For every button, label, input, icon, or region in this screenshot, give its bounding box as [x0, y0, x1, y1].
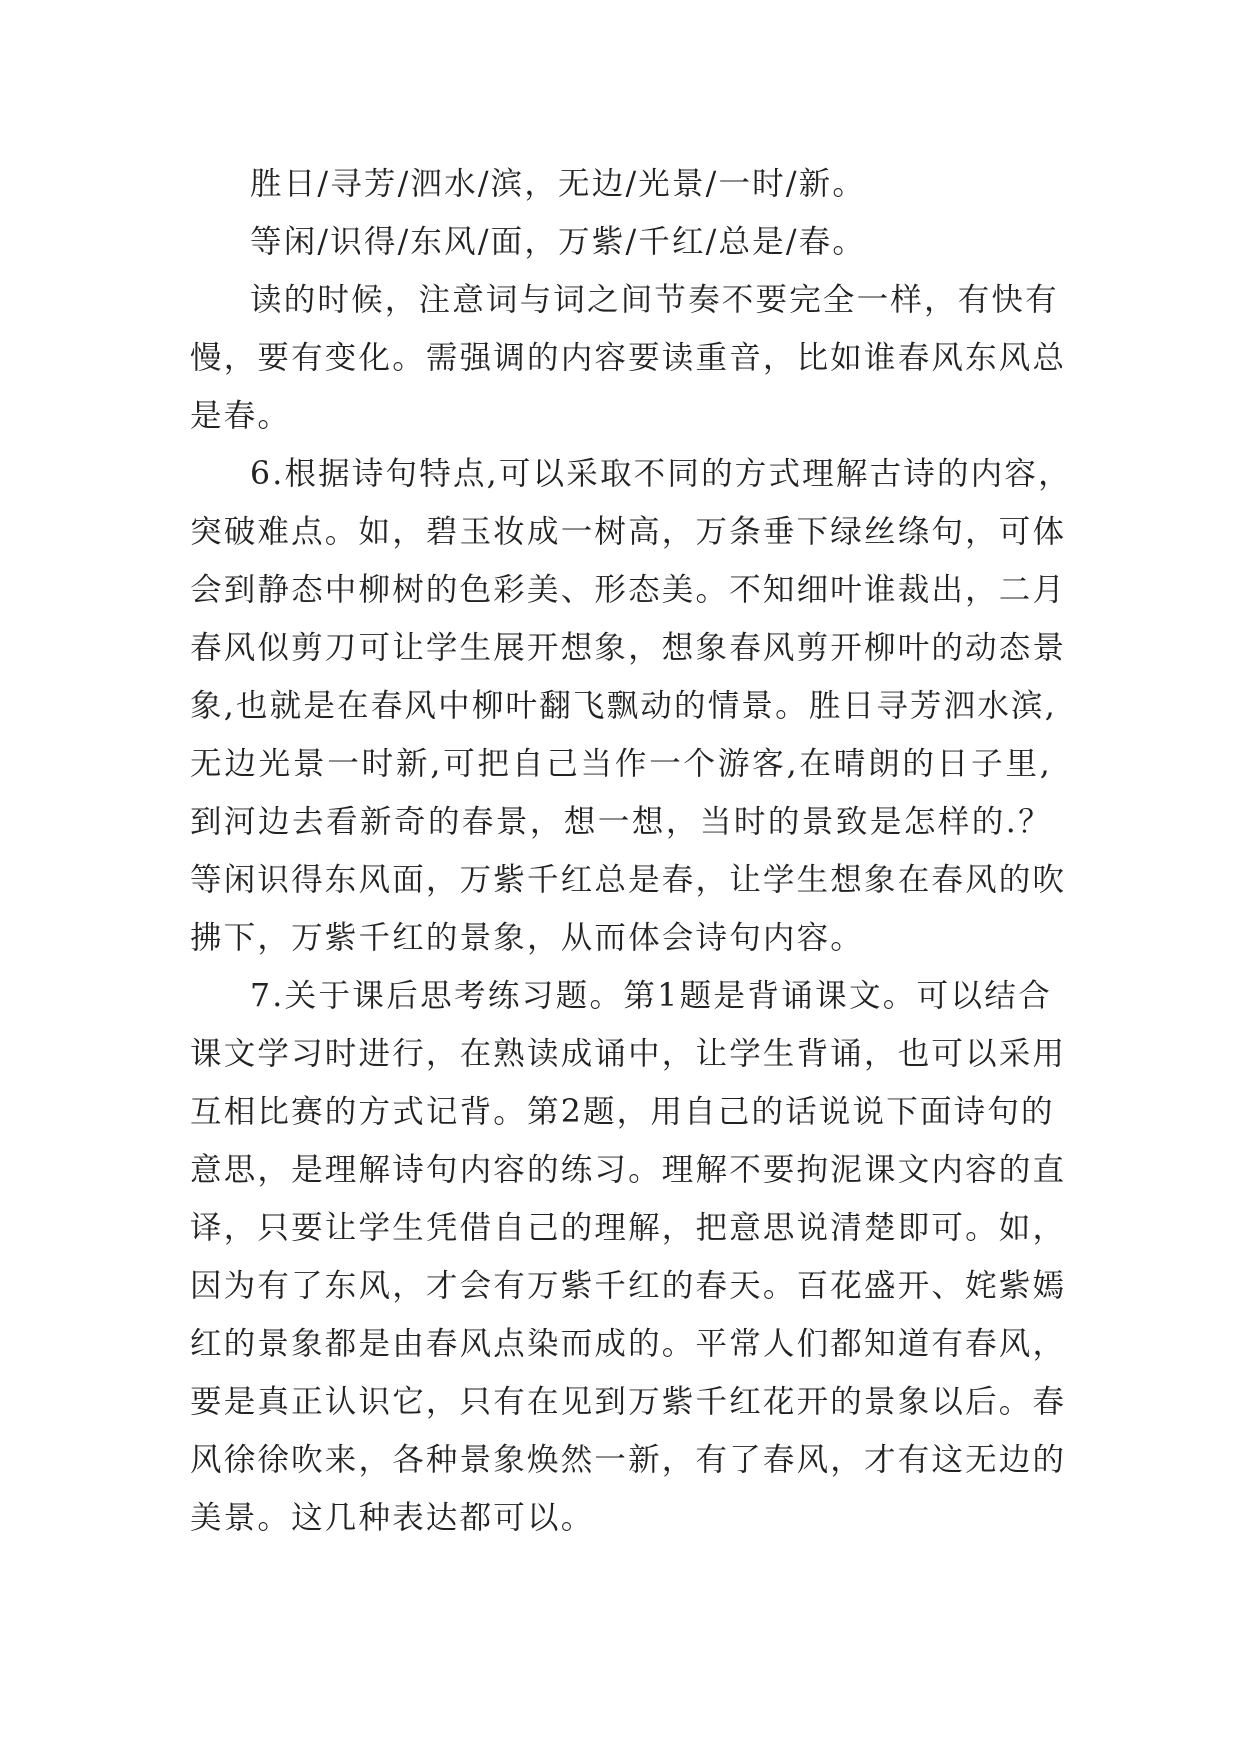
paragraph-line: 到河边去看新奇的春景，想一想，当时的景致是怎样的.？ — [190, 804, 1052, 840]
paragraph-line: 意思，是理解诗句内容的练习。理解不要拘泥课文内容的直 — [190, 1152, 1067, 1188]
paragraph-line: 是春。 — [190, 398, 292, 434]
paragraph-line: 互相比赛的方式记背。第2题，用自己的话说说下面诗句的 — [190, 1094, 1055, 1130]
paragraph-line: 等闲识得东风面，万紫千红总是春，让学生想象在春风的吹 — [190, 862, 1067, 898]
paragraph-line: 风徐徐吹来，各种景象焕然一新，有了春风，才有这无边的 — [190, 1442, 1067, 1478]
paragraph-line: 因为有了东风，才会有万紫千红的春天。百花盛开、姹紫嫣 — [190, 1268, 1067, 1304]
paragraph-line: 课文学习时进行，在熟读成诵中，让学生背诵，也可以采用 — [190, 1036, 1067, 1072]
poem-line-1: 胜日/寻芳/泗水/滨，无边/光景/一时/新。 — [250, 166, 867, 202]
paragraph-line: 会到静态中柳树的色彩美、形态美。不知细叶谁裁出，二月 — [190, 572, 1067, 608]
paragraph-line: 红的景象都是由春风点染而成的。平常人们都知道有春风， — [190, 1326, 1067, 1362]
poem-line-2: 等闲/识得/东风/面，万紫/千红/总是/春。 — [250, 224, 867, 260]
paragraph-line: 要是真正认识它，只有在见到万紫千红花开的景象以后。春 — [190, 1384, 1067, 1420]
paragraph-line: 无边光景一时新,可把自己当作一个游客,在晴朗的日子里, — [190, 746, 1052, 782]
paragraph-line: 突破难点。如，碧玉妆成一树高，万条垂下绿丝绦句，可体 — [190, 514, 1067, 550]
paragraph-line: 6.根据诗句特点,可以采取不同的方式理解古诗的内容， — [250, 456, 1072, 492]
paragraph-line: 慢，要有变化。需强调的内容要读重音，比如谁春风东风总 — [190, 340, 1067, 376]
paragraph-line: 象,也就是在春风中柳叶翻飞飘动的情景。胜日寻芳泗水滨, — [190, 688, 1057, 724]
paragraph-line: 读的时候，注意词与词之间节奏不要完全一样，有快有 — [250, 282, 1059, 318]
paragraph-line: 译，只要让学生凭借自己的理解，把意思说清楚即可。如， — [190, 1210, 1067, 1246]
paragraph-line: 拂下，万紫千红的景象，从而体会诗句内容。 — [190, 920, 865, 956]
paragraph-line: 春风似剪刀可让学生展开想象，想象春风剪开柳叶的动态景 — [190, 630, 1067, 666]
paragraph-line: 7.关于课后思考练习题。第1题是背诵课文。可以结合 — [250, 978, 1052, 1014]
paragraph-line: 美景。这几种表达都可以。 — [190, 1500, 595, 1536]
